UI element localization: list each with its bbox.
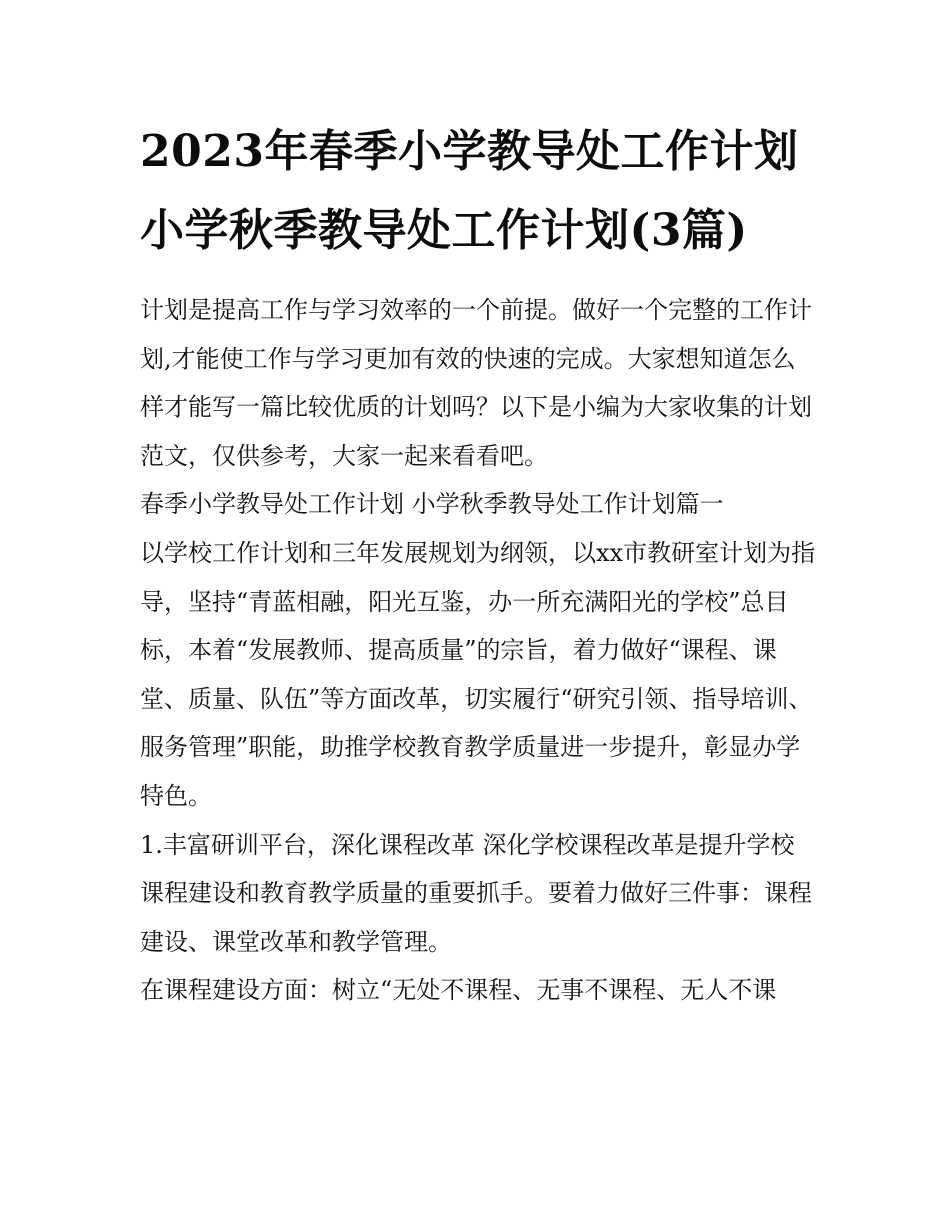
- body-paragraph: 以学校工作计划和三年发展规划为纲领，以xx市教研室计划为指导，坚持“青蓝相融，阳光互鉴，办一所充满阳光的学校”总目标，本着“发展教师、提高质量”的宗旨，着力做好“课程、课堂、质量、队伍”等方面改革，切实履行“研究引领、指导培训、服务管理”职能，助推学校教育教学质量进一步提升，彰显办学特色。: [140, 538, 816, 810]
- document-body: [140, 286, 816, 1015]
- document-page: [140, 112, 816, 1015]
- intro-paragraph: 计划是提高工作与学习效率的一个前提。做好一个完整的工作计划,才能使工作与学习更加有效的快速的完成。大家想知道怎么样才能写一篇比较优质的计划吗？以下是小编为大家收集的计划范文，仅供参考，大家一起来看看吧。: [140, 296, 812, 470]
- body-paragraph: 在课程建设方面：树立“无处不课程、无事不课程、无人不课: [140, 976, 777, 1005]
- body-paragraph: 1.丰富研训平台，深化课程改革 深化学校课程改革是提升学校课程建设和教育教学质量的重要抓手。要着力做好三件事：课程建设、课堂改革和教学管理。: [140, 830, 812, 956]
- section-heading: 春季小学教导处工作计划 小学秋季教导处工作计划篇一: [140, 490, 724, 519]
- document-title: 2023年春季小学教导处工作计划 小学秋季教导处工作计划(3篇): [140, 126, 799, 256]
